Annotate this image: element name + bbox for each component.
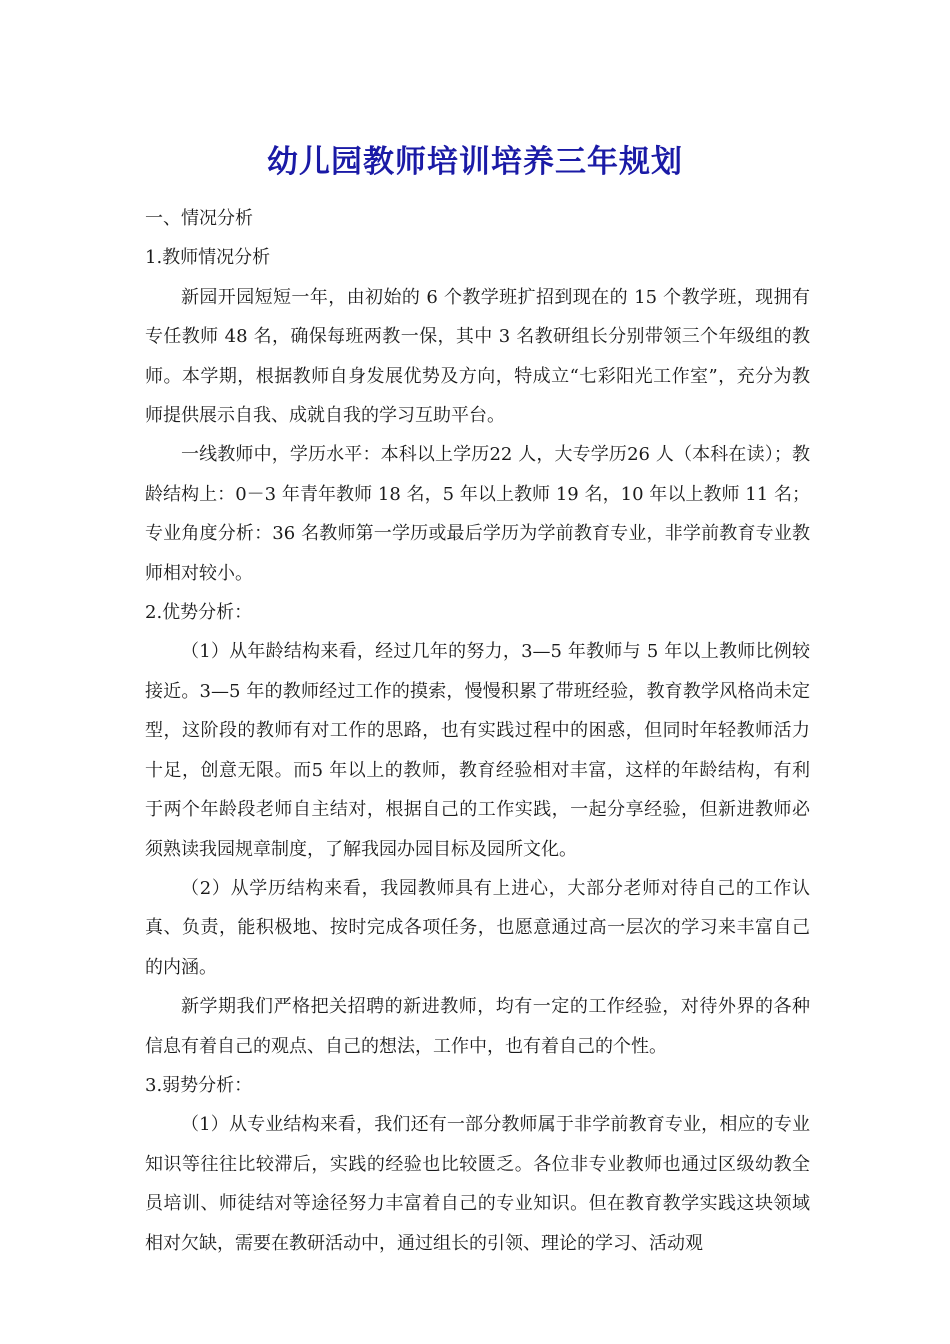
document-title: 幼儿园教师培训培养三年规划	[267, 144, 683, 180]
section-heading: 3.弱势分析：	[145, 1074, 253, 1096]
section-heading: 一、情况分析	[145, 208, 253, 229]
paragraph: （2）从学历结构来看，我园教师具有上进心，大部分老师对待自己的工作认真、负责，能积极地、按时完成各项任务，也愿意通过高一层次的学习来丰富自己的内涵。	[145, 877, 810, 978]
paragraph: 新学期我们严格把关招聘的新进教师，均有一定的工作经验，对待外界的各种信息有着自己的观点、自己的想法，工作中，也有着自己的个性。	[145, 996, 810, 1057]
paragraph: 新园开园短短一年，由初始的 6 个教学班扩招到现在的 15 个教学班，现拥有专任教师 48 名，确保每班两教一保，其中 3 名教研组长分别带领三个年级组的教师。本学期，根据教师自身发展优势及方向，特成立“七彩阳光工作室”，充分为教师提供展示自我、成就自我的学习互助平台。	[145, 286, 810, 427]
paragraph: （1）从专业结构来看，我们还有一部分教师属于非学前教育专业，相应的专业知识等往往比较滞后，实践的经验也比较匮乏。各位非专业教师也通过区级幼教全员培训、师徒结对等途径努力丰富着自己的专业知识。但在教育教学实践这块领域相对欠缺，需要在教研活动中，通过组长的引领、理论的学习、活动观	[145, 1114, 810, 1254]
document-body	[145, 199, 810, 1263]
section-heading: 1.教师情况分析	[145, 247, 271, 269]
paragraph: 一线教师中，学历水平：本科以上学历22 人，大专学历26 人（本科在读）；教龄结构上：0－3 年青年教师 18 名，5 年以上教师 19 名，10 年以上教师 11 名；专业角度分析：36 名教师第一学历或最后学历为学前教育专业，非学前教育专业教师相对较小。	[145, 444, 810, 584]
paragraph: （1）从年龄结构来看，经过几年的努力，3—5 年教师与 5 年以上教师比例较接近。3—5 年的教师经过工作的摸索，慢慢积累了带班经验，教育教学风格尚未定型，这阶段的教师有对工作的思路，也有实践过程中的困惑，但同时年轻教师活力十足，创意无限。而5 年以上的教师，教育经验相对丰富，这样的年龄结构，有利于两个年龄段老师自主结对，根据自己的工作实践，一起分享经验，但新进教师必须熟读我园规章制度，了解我园办园目标及园所文化。	[145, 641, 810, 860]
section-heading: 2.优势分析：	[145, 602, 253, 624]
